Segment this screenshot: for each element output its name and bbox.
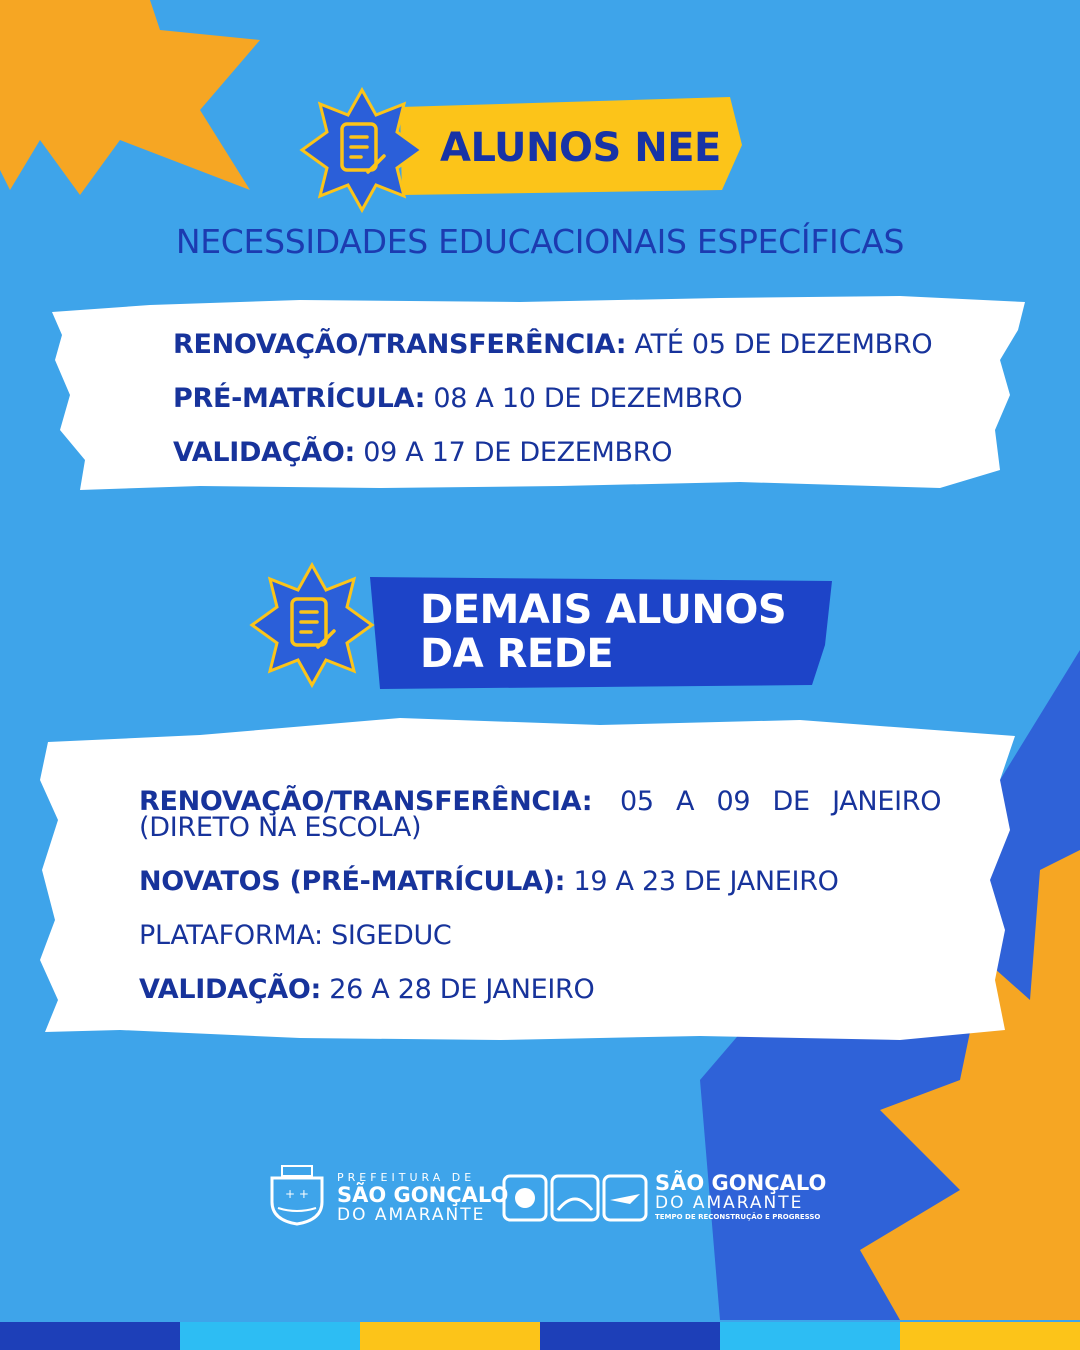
section1-subtitle: NECESSIDADES EDUCACIONAIS ESPECÍFICAS [175, 222, 905, 261]
section2-row-4: VALIDAÇÃO: 26 A 28 DE JANEIRO [139, 974, 595, 1005]
section2-row-2: NOVATOS (PRÉ-MATRÍCULA): 19 A 23 DE JANEIRO [139, 866, 839, 897]
section2-row-1-value: 05 A 09 DE JANEIRO [620, 786, 942, 817]
section2-row-1-note: (DIRETO NA ESCOLA) [139, 812, 422, 843]
logo-city-brand: SÃO GONÇALO DO AMARANTE TEMPO DE RECONSTRUÇÃO E PROGRESSO [655, 1171, 827, 1221]
city-landmarks-icon [500, 1170, 650, 1226]
section2-row-1: RENOVAÇÃO/TRANSFERÊNCIA: [139, 786, 593, 817]
coat-of-arms-icon [262, 1162, 332, 1228]
svg-text:+ +: + + [285, 1187, 309, 1201]
section2-row-3: PLATAFORMA: SIGEDUC [139, 920, 452, 951]
section1-title: ALUNOS NEE [440, 125, 721, 171]
bottom-color-bar [0, 1322, 1080, 1350]
section1-row-3: VALIDAÇÃO: 09 A 17 DE DEZEMBRO [173, 437, 673, 468]
section1-row-1: RENOVAÇÃO/TRANSFERÊNCIA: ATÉ 05 DE DEZEMBRO [173, 329, 933, 360]
logo-prefeitura: PREFEITURA DE SÃO GONÇALO DO AMARANTE [337, 1171, 509, 1225]
section1-row-2: PRÉ-MATRÍCULA: 08 A 10 DE DEZEMBRO [173, 383, 743, 414]
section2-title: DEMAIS ALUNOS DA REDE [420, 587, 787, 677]
